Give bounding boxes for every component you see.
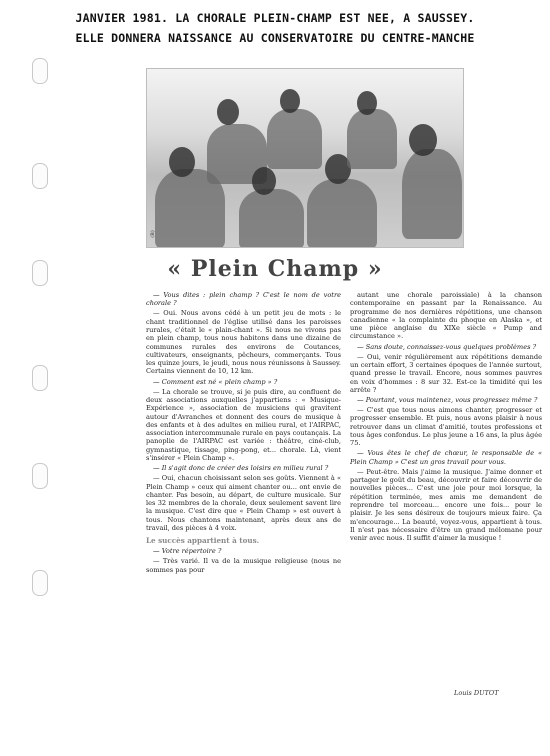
interview-question: — Votre répertoire ? [153, 547, 222, 556]
interview-answer: — Peut-être. Mais j'aime la musique. J'aime donner et partager le goût du beau, découvrir et faire découvrir de nouvelles pièces... C'est une joie pour moi lorsque, la répétition terminée, mes amis me demandent de reprendre tel morceau... encore une fois... pour le plaisir. Je les sens désireux de toujours mieux faire. Ça m'encourage... La beauté, voyez-vous, appartient à tous. Il n'est pas nécessaire d'être un grand mélomane pour venir avec nous. Il suffit d'aimer la musique ! [350, 467, 542, 543]
binder-hole [32, 163, 48, 189]
photo-credit: (B) [149, 230, 156, 238]
header-line-1: JANVIER 1981. LA CHORALE PLEIN-CHAMP EST NEE, A SAUSSEY. [75, 11, 475, 25]
header-line-2: ELLE DONNERA NAISSANCE AU CONSERVATOIRE DU CENTRE-MANCHE [75, 31, 475, 45]
interview-question: — Sans doute, connaissez-vous quelques problèmes ? [357, 342, 537, 351]
subheading: Le succès appartient à tous. [146, 536, 260, 546]
interview-question: — Pourtant, vous maintenez, vous progressez même ? [357, 395, 538, 404]
interview-answer: autant une chorale paroissiale) à la chanson contemporaine en passant par la Renaissance. Au programme de nos dernières répétitions, une chanson canadienne « la complainte du phoque en Alaska », et une pièce anglaise du XIXe siècle « Pump and circumstance ». [350, 291, 542, 341]
author-signature: Louis DUTOT [454, 689, 499, 697]
article-column-left [146, 291, 341, 576]
interview-answer: — La chorale se trouve, si je puis dire, au confluent de deux associations auxquelles j'appartiens : « Musique-Expérience », association de musiciens qui gravitent autour d'Avranches et donnent des cours de musique à des enfants et à des adultes en milieu rural, et l'AIRPAC, association intercommunale rurale en pays coutançais. La panoplie de l'AIRPAC est variée : théâtre, ciné-club, gymnastique, tissage, ping-pong, et... chorale. Là, vient s'insérer « Plein Champ ». [146, 387, 341, 463]
handwritten-header [0, 8, 550, 48]
interview-answer: — Oui, venir régulièrement aux répétitions demande un certain effort, 3 certaines époques de l'année surtout, quand presse le travail. Encore, nous sommes pauvres en voix d'hommes : 8 sur 32. Est-ce la timidité qui les arrête ? [350, 352, 542, 394]
article-title: « Plein Champ » [167, 256, 383, 282]
interview-answer: — C'est que tous nous aimons chanter, progresser et progresser ensemble. Et puis, nous avons plaisir à nous retrouver dans un climat d'amitié, toutes professions et tous âges confondus. Le plus jeune a 16 ans, la plus âgée 75. [350, 406, 542, 448]
interview-question: — Vous dites : plein champ ? C'est le nom de votre chorale ? [146, 291, 341, 308]
binder-hole [32, 463, 48, 489]
interview-answer: — Oui, chacun choisissant selon ses goûts. Viennent à « Plein Champ » ceux qui aiment chanter ou... ont envie de chanter. Pas besoin, au départ, de culture musicale. Sur les 32 membres de la chorale, deux seulement savent lire la musique. C'est dire que « Plein Champ » est ouvert à tous. Nous chantons maintenant, après deux ans de travail, des pièces à 4 voix. [146, 474, 341, 532]
interview-question: — Il s'agit donc de créer des loisirs en milieu rural ? [153, 464, 329, 473]
binder-hole [32, 570, 48, 596]
interview-question: — Vous êtes le chef de chœur, le responsable de « Plein Champ » C'est un gros travail pour vous. [350, 449, 542, 466]
article-column-right [350, 291, 542, 544]
binder-hole [32, 58, 48, 84]
choir-photo [146, 68, 464, 248]
interview-question: — Comment est né « plein champ » ? [153, 377, 278, 386]
binder-hole [32, 365, 48, 391]
interview-answer: — Très varié. Il va de la musique religieuse (nous ne sommes pas pour [146, 557, 341, 574]
interview-answer: — Oui. Nous avons cédé à un petit jeu de mots : le chant traditionnel de l'église utilisé dans les paroisses rurales, c'était le « plain-chant ». Si nous ne vivons pas en plein champ, tous nous habitons dans une dizaine de communes rurales des environs de Coutances, cultivateurs, enseignants, pêcheurs, commerçants. Tous les quinze jours, le jeudi, nous nous réunissons à Saussey. Certains viennent de 10, 12 km. [146, 309, 341, 376]
